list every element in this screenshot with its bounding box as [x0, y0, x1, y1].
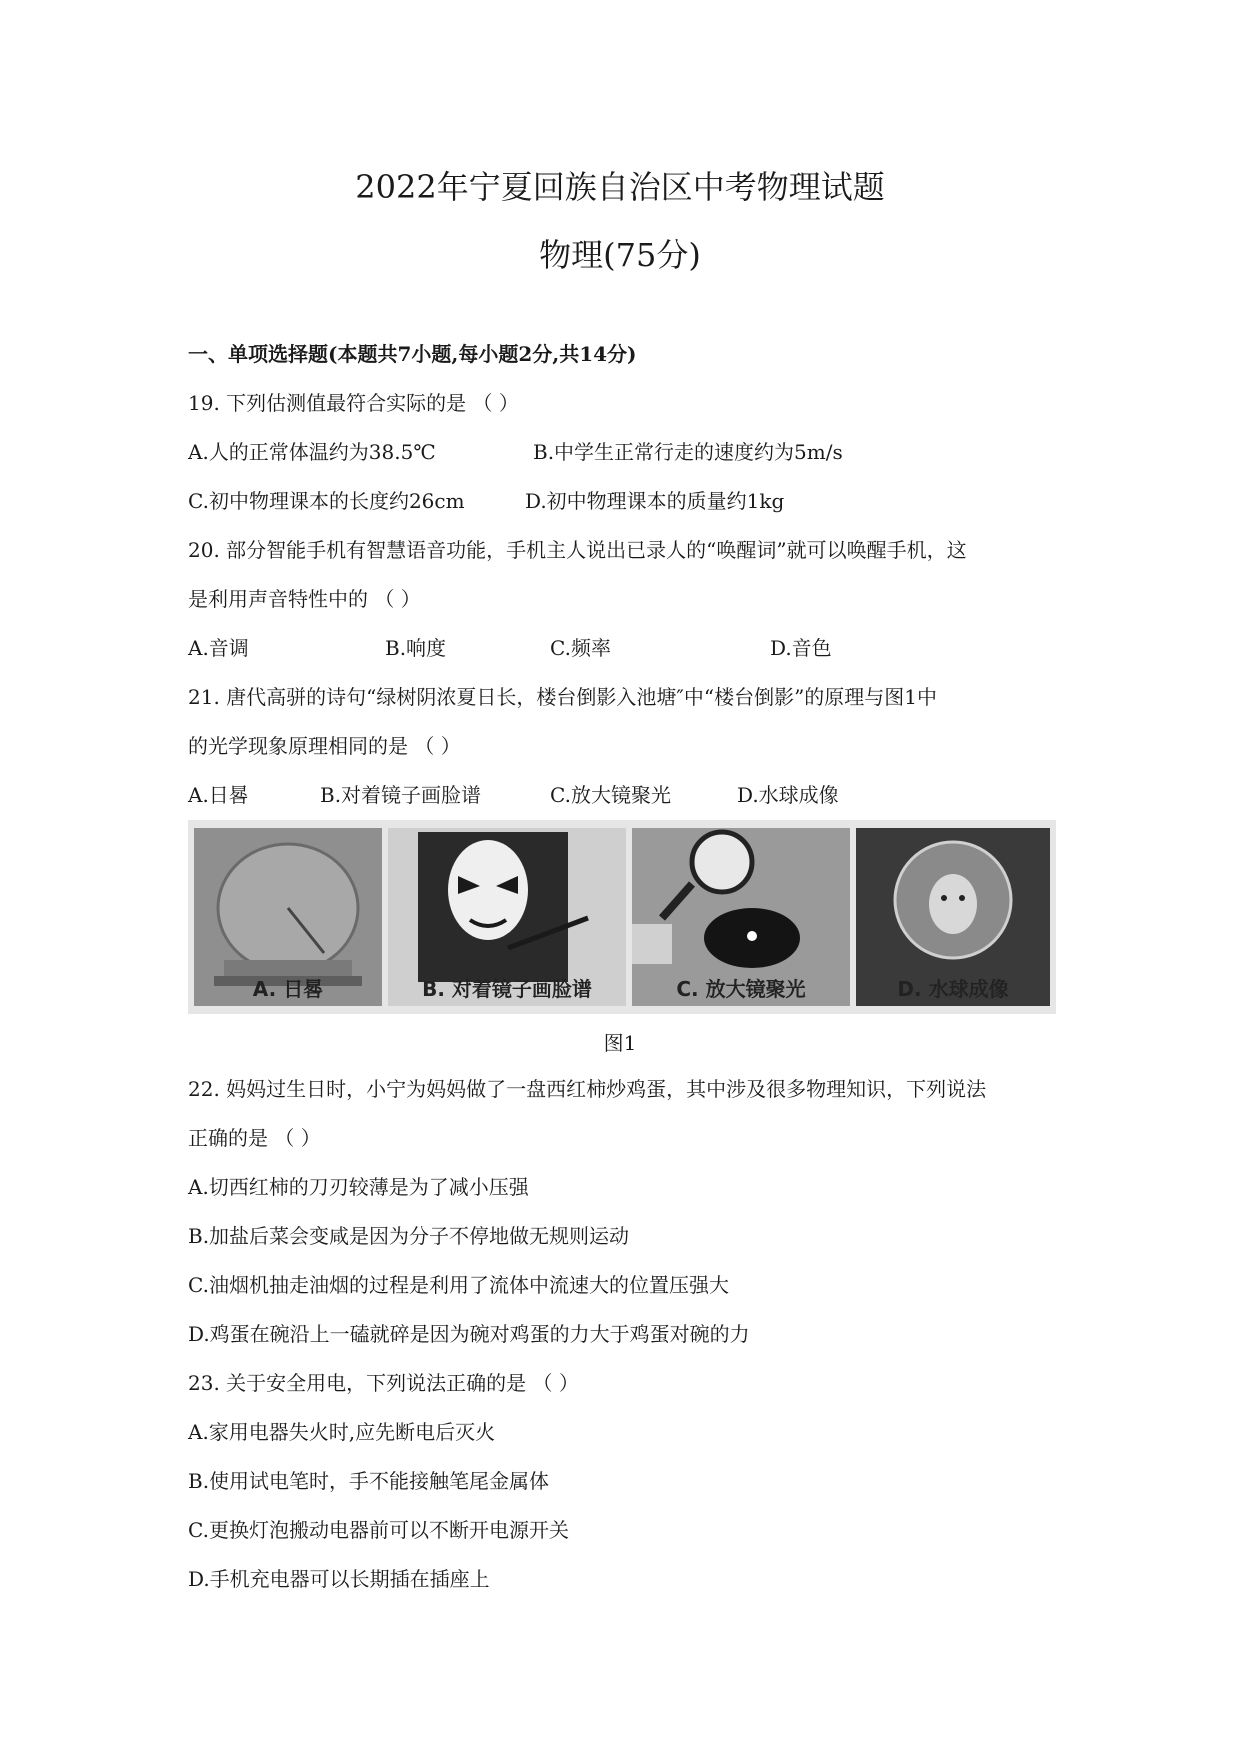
q23-option-a: A.家用电器失火时,应先断电后灭火 — [188, 1420, 496, 1444]
q20-option-c: C.频率 — [550, 636, 611, 660]
q22-option-d: D.鸡蛋在碗沿上一磕就碎是因为碗对鸡蛋的力大于鸡蛋对碗的力 — [188, 1322, 750, 1346]
q23-option-b: B.使用试电笔时，手不能接触笔尾金属体 — [188, 1469, 550, 1493]
figure-panel-magnifier — [632, 828, 850, 1006]
q20-option-d: D.音色 — [770, 636, 832, 660]
q21-option-a: A.日晷 — [188, 783, 249, 807]
q22-stem-line2: 正确的是 （ ） — [188, 1126, 321, 1150]
q19-option-c: C.初中物理课本的长度约26cm — [188, 489, 465, 513]
q19-option-a: A.人的正常体温约为38.5℃ — [188, 440, 436, 464]
q19-option-b: B.中学生正常行走的速度约为5m/s — [533, 440, 843, 464]
q21-stem-line2: 的光学现象原理相同的是 （ ） — [188, 734, 461, 758]
figure-panel-mirror-mask — [388, 828, 626, 1006]
q20-option-a: A.音调 — [188, 636, 249, 660]
figure-panel-sundial — [194, 828, 382, 1006]
q19-option-d: D.初中物理课本的质量约1kg — [525, 489, 785, 513]
q20-stem-line2: 是利用声音特性中的 （ ） — [188, 587, 421, 611]
section-heading: 一、单项选择题(本题共7小题,每小题2分,共14分) — [188, 342, 637, 366]
q20-stem-line1: 20. 部分智能手机有智慧语音功能，手机主人说出已录人的“唤醒词”就可以唤醒手机，这 — [188, 538, 967, 562]
q19-stem: 19. 下列估测值最符合实际的是 （ ） — [188, 391, 519, 415]
q21-stem-line1: 21. 唐代高骈的诗句“绿树阴浓夏日长，楼台倒影入池塘″中“楼台倒影”的原理与图1中 — [188, 685, 938, 709]
figure-1-photo-strip — [188, 820, 1056, 1014]
q22-option-c: C.油烟机抽走油烟的过程是利用了流体中流速大的位置压强大 — [188, 1273, 729, 1297]
q23-option-d: D.手机充电器可以长期插在插座上 — [188, 1567, 490, 1591]
q22-option-b: B.加盐后菜会变咸是因为分子不停地做无规则运动 — [188, 1224, 630, 1248]
exam-subtitle: 物理(75分) — [539, 236, 701, 274]
caption-a: A. 日晷 — [252, 977, 324, 1001]
figure-panel-water-ball — [856, 828, 1050, 1006]
q20-option-b: B.响度 — [385, 636, 447, 660]
q23-stem: 23. 关于安全用电，下列说法正确的是 （ ） — [188, 1371, 579, 1395]
figure-1-label: 图1 — [603, 1031, 637, 1055]
caption-b: B. 对着镜子画脸谱 — [422, 977, 592, 1001]
q23-option-c: C.更换灯泡搬动电器前可以不断开电源开关 — [188, 1518, 569, 1542]
q21-option-c: C.放大镜聚光 — [550, 783, 671, 807]
caption-c: C. 放大镜聚光 — [676, 977, 806, 1001]
q21-option-b: B.对着镜子画脸谱 — [320, 783, 482, 807]
q21-option-d: D.水球成像 — [737, 783, 839, 807]
q22-stem-line1: 22. 妈妈过生日时，小宁为妈妈做了一盘西红柿炒鸡蛋，其中涉及很多物理知识，下列说法 — [188, 1077, 987, 1101]
exam-title: 2022年宁夏回族自治区中考物理试题 — [355, 168, 885, 206]
q22-option-a: A.切西红柿的刀刃较薄是为了减小压强 — [188, 1175, 529, 1199]
caption-d: D. 水球成像 — [897, 977, 1009, 1001]
